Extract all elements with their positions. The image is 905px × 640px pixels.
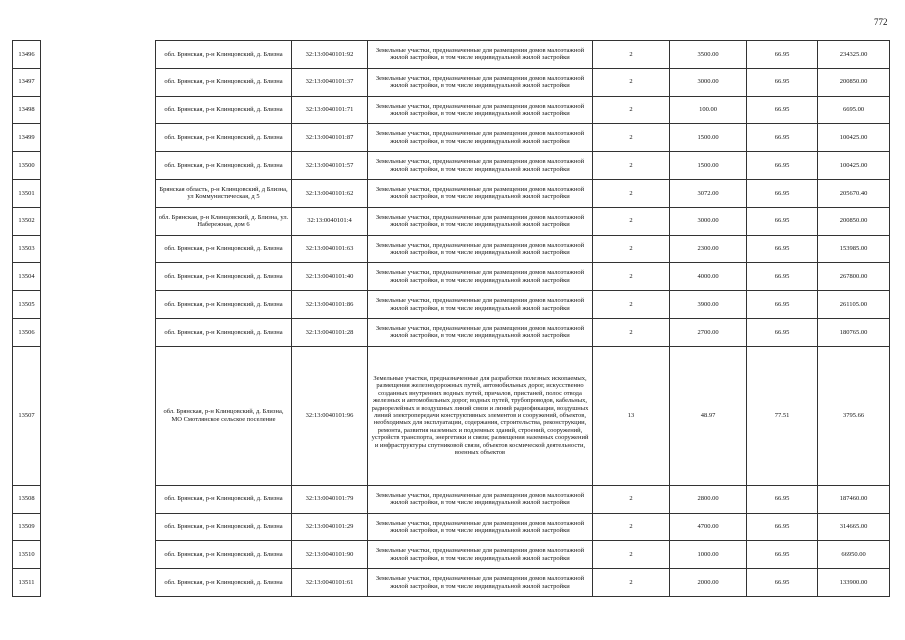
page-number: 772 (874, 17, 888, 27)
land-use-cell: Земельные участки, предназначенные для размещения домов малоэтажной жилой застройки, в том числе индивидуальной жилой застройки (368, 207, 593, 235)
area-cell: 3500.00 (670, 41, 747, 69)
area-cell: 2000.00 (670, 569, 747, 597)
area-cell: 2800.00 (670, 485, 747, 513)
cadastral-number-cell: 32:13:0040101:90 (292, 541, 368, 569)
address-cell: Брянская область, р-н Клинцовский, д Близна, ул Коммунистическая, д 5 (156, 179, 292, 207)
cadastral-value-cell: 267800.00 (818, 263, 890, 291)
land-use-cell: Земельные участки, предназначенные для размещения домов малоэтажной жилой застройки, в том числе индивидуальной жилой застройки (368, 318, 593, 346)
spacer-cell (41, 68, 156, 96)
cadastral-number-cell: 32:13:0040101:37 (292, 68, 368, 96)
rate-cell: 66.95 (747, 485, 818, 513)
cadastral-value-cell: 187460.00 (818, 485, 890, 513)
cadastral-value-cell: 200850.00 (818, 68, 890, 96)
group-cell: 2 (593, 291, 670, 319)
cadastral-value-cell: 153985.00 (818, 235, 890, 263)
address-cell: обл. Брянская, р-н Клинцовский, д. Близна (156, 152, 292, 180)
row-number-cell: 13508 (13, 485, 41, 513)
group-cell: 2 (593, 68, 670, 96)
cadastral-value-cell: 3795.66 (818, 346, 890, 485)
address-cell: обл. Брянская, р-н Клинцовский, д. Близна (156, 124, 292, 152)
address-cell: обл. Брянская, р-н Клинцовский, д. Близна (156, 235, 292, 263)
table-row (13, 41, 890, 69)
group-cell: 2 (593, 318, 670, 346)
spacer-cell (41, 263, 156, 291)
land-use-cell: Земельные участки, предназначенные для размещения домов малоэтажной жилой застройки, в том числе индивидуальной жилой застройки (368, 124, 593, 152)
group-cell: 2 (593, 152, 670, 180)
area-cell: 2700.00 (670, 318, 747, 346)
land-use-cell: Земельные участки, предназначенные для размещения домов малоэтажной жилой застройки, в том числе индивидуальной жилой застройки (368, 41, 593, 69)
rate-cell: 77.51 (747, 346, 818, 485)
address-cell: обл. Брянская, р-н Клинцовский, д. Близна (156, 96, 292, 124)
rate-cell: 66.95 (747, 96, 818, 124)
row-number-cell: 13499 (13, 124, 41, 152)
cadastral-number-cell: 32:13:0040101:29 (292, 513, 368, 541)
table-row (13, 291, 890, 319)
table-row (13, 207, 890, 235)
land-use-cell: Земельные участки, предназначенные для размещения домов малоэтажной жилой застройки, в том числе индивидуальной жилой застройки (368, 235, 593, 263)
spacer-cell (41, 41, 156, 69)
cadastral-number-cell: 32:13:0040101:63 (292, 235, 368, 263)
table-row (13, 569, 890, 597)
table-row (13, 346, 890, 485)
row-number-cell: 13511 (13, 569, 41, 597)
cadastral-number-cell: 32:13:0040101:40 (292, 263, 368, 291)
area-cell: 100.00 (670, 96, 747, 124)
area-cell: 1500.00 (670, 124, 747, 152)
row-number-cell: 13505 (13, 291, 41, 319)
group-cell: 2 (593, 235, 670, 263)
address-cell: обл. Брянская, р-н Клинцовский, д. Близна (156, 541, 292, 569)
land-use-cell: Земельные участки, предназначенные для размещения домов малоэтажной жилой застройки, в том числе индивидуальной жилой застройки (368, 291, 593, 319)
table-body (13, 41, 890, 597)
cadastral-number-cell: 32:13:0040101:86 (292, 291, 368, 319)
spacer-cell (41, 124, 156, 152)
land-use-cell: Земельные участки, предназначенные для размещения домов малоэтажной жилой застройки, в том числе индивидуальной жилой застройки (368, 179, 593, 207)
address-cell: обл. Брянская, р-н Клинцовский, д. Близна, ул. Набережная, дом 6 (156, 207, 292, 235)
group-cell: 2 (593, 179, 670, 207)
land-use-cell: Земельные участки, предназначенные для размещения домов малоэтажной жилой застройки, в том числе индивидуальной жилой застройки (368, 513, 593, 541)
cadastral-value-cell: 234325.00 (818, 41, 890, 69)
land-plots-table (12, 40, 890, 597)
address-cell: обл. Брянская, р-н Клинцовский, д. Близна (156, 485, 292, 513)
row-number-cell: 13503 (13, 235, 41, 263)
table-row (13, 124, 890, 152)
row-number-cell: 13498 (13, 96, 41, 124)
cadastral-value-cell: 100425.00 (818, 124, 890, 152)
table-row (13, 541, 890, 569)
cadastral-value-cell: 133900.00 (818, 569, 890, 597)
cadastral-number-cell: 32:13:0040101:4 (292, 207, 368, 235)
table-row (13, 263, 890, 291)
spacer-cell (41, 235, 156, 263)
table-row (13, 152, 890, 180)
area-cell: 3900.00 (670, 291, 747, 319)
rate-cell: 66.95 (747, 124, 818, 152)
spacer-cell (41, 541, 156, 569)
row-number-cell: 13504 (13, 263, 41, 291)
rate-cell: 66.95 (747, 68, 818, 96)
cadastral-value-cell: 66950.00 (818, 541, 890, 569)
table-row (13, 318, 890, 346)
land-use-cell: Земельные участки, предназначенные для размещения домов малоэтажной жилой застройки, в том числе индивидуальной жилой застройки (368, 485, 593, 513)
group-cell: 13 (593, 346, 670, 485)
row-number-cell: 13501 (13, 179, 41, 207)
rate-cell: 66.95 (747, 207, 818, 235)
address-cell: обл. Брянская, р-н Клинцовский, д. Близна (156, 263, 292, 291)
rate-cell: 66.95 (747, 291, 818, 319)
cadastral-value-cell: 100425.00 (818, 152, 890, 180)
rate-cell: 66.95 (747, 179, 818, 207)
spacer-cell (41, 179, 156, 207)
row-number-cell: 13496 (13, 41, 41, 69)
cadastral-value-cell: 205670.40 (818, 179, 890, 207)
rate-cell: 66.95 (747, 318, 818, 346)
land-use-cell: Земельные участки, предназначенные для размещения домов малоэтажной жилой застройки, в том числе индивидуальной жилой застройки (368, 152, 593, 180)
area-cell: 3000.00 (670, 68, 747, 96)
table-row (13, 235, 890, 263)
rate-cell: 66.95 (747, 41, 818, 69)
area-cell: 4700.00 (670, 513, 747, 541)
land-use-cell: Земельные участки, предназначенные для размещения домов малоэтажной жилой застройки, в том числе индивидуальной жилой застройки (368, 68, 593, 96)
address-cell: обл. Брянская, р-н Клинцовский, д. Близна (156, 569, 292, 597)
group-cell: 2 (593, 207, 670, 235)
table-row (13, 179, 890, 207)
land-use-cell: Земельные участки, предназначенные для размещения домов малоэтажной жилой застройки, в том числе индивидуальной жилой застройки (368, 541, 593, 569)
row-number-cell: 13509 (13, 513, 41, 541)
row-number-cell: 13502 (13, 207, 41, 235)
row-number-cell: 13500 (13, 152, 41, 180)
cadastral-number-cell: 32:13:0040101:87 (292, 124, 368, 152)
row-number-cell: 13497 (13, 68, 41, 96)
cadastral-number-cell: 32:13:0040101:28 (292, 318, 368, 346)
address-cell: обл. Брянская, р-н Клинцовский, д. Близна (156, 513, 292, 541)
cadastral-value-cell: 180765.00 (818, 318, 890, 346)
row-number-cell: 13506 (13, 318, 41, 346)
cadastral-number-cell: 32:13:0040101:57 (292, 152, 368, 180)
group-cell: 2 (593, 541, 670, 569)
address-cell: обл. Брянская, р-н Клинцовский, д. Близна (156, 291, 292, 319)
rate-cell: 66.95 (747, 152, 818, 180)
cadastral-value-cell: 200850.00 (818, 207, 890, 235)
cadastral-number-cell: 32:13:0040101:79 (292, 485, 368, 513)
group-cell: 2 (593, 263, 670, 291)
address-cell: обл. Брянская, р-н Клинцовский, д. Близна (156, 318, 292, 346)
table-row (13, 68, 890, 96)
group-cell: 2 (593, 124, 670, 152)
cadastral-number-cell: 32:13:0040101:71 (292, 96, 368, 124)
land-use-cell: Земельные участки, предназначенные для размещения домов малоэтажной жилой застройки, в том числе индивидуальной жилой застройки (368, 96, 593, 124)
area-cell: 48.97 (670, 346, 747, 485)
group-cell: 2 (593, 513, 670, 541)
spacer-cell (41, 291, 156, 319)
spacer-cell (41, 207, 156, 235)
cadastral-number-cell: 32:13:0040101:61 (292, 569, 368, 597)
row-number-cell: 13507 (13, 346, 41, 485)
spacer-cell (41, 152, 156, 180)
rate-cell: 66.95 (747, 569, 818, 597)
area-cell: 3000.00 (670, 207, 747, 235)
spacer-cell (41, 513, 156, 541)
cadastral-value-cell: 261105.00 (818, 291, 890, 319)
cadastral-value-cell: 314665.00 (818, 513, 890, 541)
row-number-cell: 13510 (13, 541, 41, 569)
land-use-cell: Земельные участки, предназначенные для разработки полезных ископаемых, размещения железнодорожных путей, автомобильных дорог, искусственно созданных внутренних водных путей, причалов, пристаней, полос отвода железных и автомобильных дорог, водных путей, трубопроводов, кабельных, радиорелейных и воздушных линий связи и линий радиофикации, воздушных линий электропередачи конструктивных элементов и сооружений, объектов, необходимых для эксплуатации, содержания, строительства, реконструкции, ремонта, развития наземных и подземных зданий, строений, сооружений, устройств транспорта, энергетики и связи; размещения наземных сооружений и инфраструктуры спутниковой связи, объектов космической деятельности, военных объектов (368, 346, 593, 485)
rate-cell: 66.95 (747, 263, 818, 291)
area-cell: 2300.00 (670, 235, 747, 263)
area-cell: 3072.00 (670, 179, 747, 207)
address-cell: обл. Брянская, р-н Клинцовский, д. Близна (156, 41, 292, 69)
address-cell: обл. Брянская, р-н Клинцовский, д. Близна (156, 68, 292, 96)
cadastral-value-cell: 6695.00 (818, 96, 890, 124)
cadastral-number-cell: 32:13:0040101:92 (292, 41, 368, 69)
land-use-cell: Земельные участки, предназначенные для размещения домов малоэтажной жилой застройки, в том числе индивидуальной жилой застройки (368, 263, 593, 291)
area-cell: 4000.00 (670, 263, 747, 291)
spacer-cell (41, 485, 156, 513)
rate-cell: 66.95 (747, 541, 818, 569)
group-cell: 2 (593, 96, 670, 124)
group-cell: 2 (593, 41, 670, 69)
spacer-cell (41, 346, 156, 485)
table-row (13, 485, 890, 513)
group-cell: 2 (593, 485, 670, 513)
land-use-cell: Земельные участки, предназначенные для размещения домов малоэтажной жилой застройки, в том числе индивидуальной жилой застройки (368, 569, 593, 597)
group-cell: 2 (593, 569, 670, 597)
spacer-cell (41, 318, 156, 346)
spacer-cell (41, 569, 156, 597)
spacer-cell (41, 96, 156, 124)
rate-cell: 66.95 (747, 513, 818, 541)
rate-cell: 66.95 (747, 235, 818, 263)
address-cell: обл. Брянская, р-н Клинцовский, д. Близна, МО Смотлянское сельское поселение (156, 346, 292, 485)
cadastral-number-cell: 32:13:0040101:96 (292, 346, 368, 485)
table-row (13, 96, 890, 124)
area-cell: 1000.00 (670, 541, 747, 569)
cadastral-number-cell: 32:13:0040101:62 (292, 179, 368, 207)
table-row (13, 513, 890, 541)
area-cell: 1500.00 (670, 152, 747, 180)
